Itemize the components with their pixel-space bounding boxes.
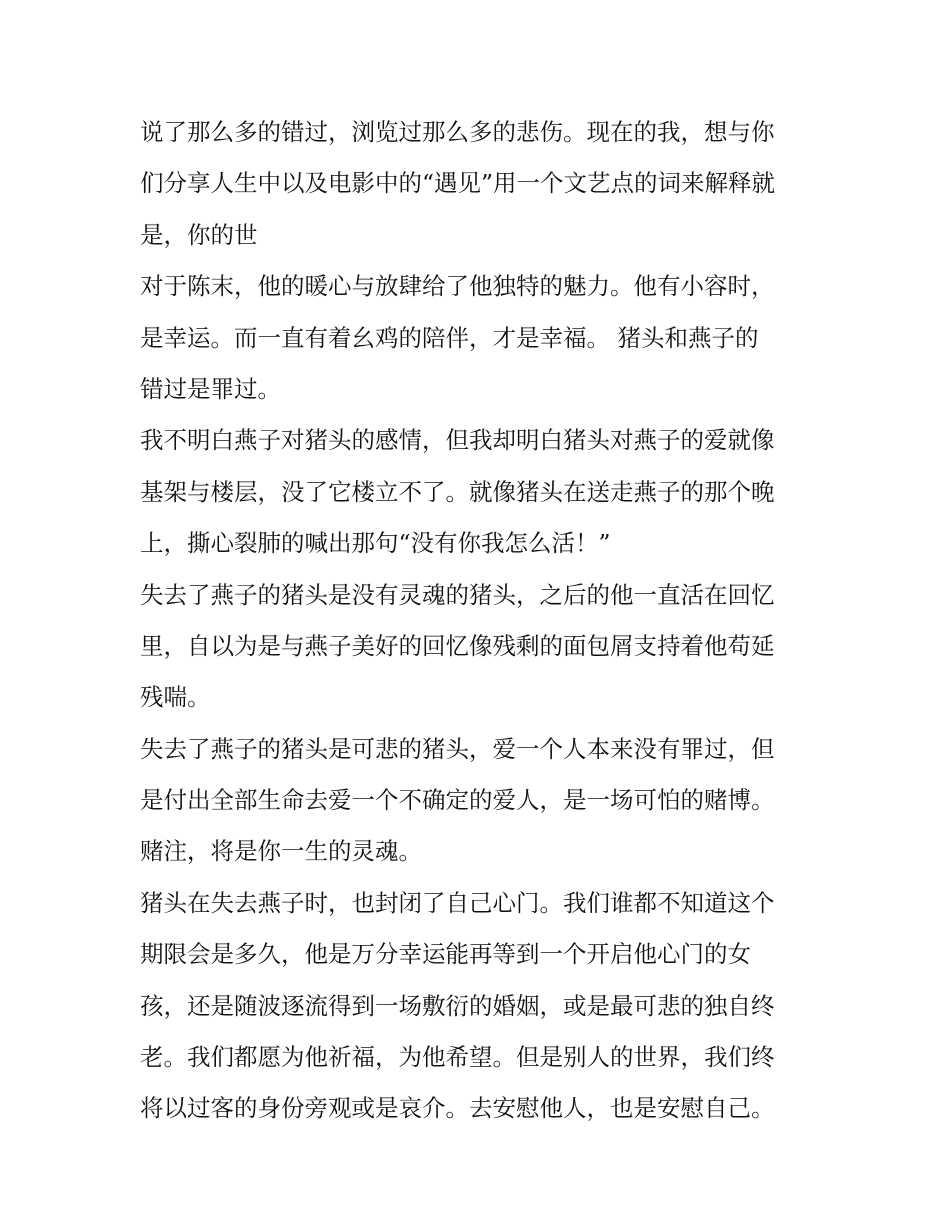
text-line: 是，你的世 <box>140 220 258 249</box>
text-line: 是幸运。而一直有着幺鸡的陪伴，才是幸福。 猪头和燕子的 <box>140 323 759 352</box>
text-line: 们分享人生中以及电影中的“遇见”用一个文艺点的词来解释就 <box>140 169 776 198</box>
text-line: 残喘。 <box>140 683 211 712</box>
text-line: 将以过客的身份旁观或是哀介。去安慰他人，也是安慰自己。 <box>140 1094 775 1123</box>
text-line: 错过是罪过。 <box>140 374 281 403</box>
body-text <box>140 107 820 1135</box>
text-line: 猪头在失去燕子时，也封闭了自己心门。我们谁都不知道这个 <box>140 888 775 917</box>
text-line: 说了那么多的错过，浏览过那么多的悲伤。现在的我，想与你 <box>140 118 775 146</box>
text-line: 孩，还是随波逐流得到一场敷衍的婚姻，或是最可悲的独自终 <box>140 991 775 1020</box>
text-line: 我不明白燕子对猪头的感情，但我却明白猪头对燕子的爱就像 <box>140 426 775 455</box>
text-line: 失去了燕子的猪头是没有灵魂的猪头，之后的他一直活在回忆 <box>140 580 775 609</box>
text-line: 上，撕心裂肺的喊出那句“没有你我怎么活！” <box>140 529 611 558</box>
text-line: 里，自以为是与燕子美好的回忆像残剩的面包屑支持着他苟延 <box>140 631 775 660</box>
text-line: 是付出全部生命去爱一个不确定的爱人，是一场可怕的赌博。 <box>140 786 775 815</box>
text-line: 对于陈末，他的暖心与放肆给了他独特的魅力。他有小容时， <box>140 272 775 301</box>
text-line: 赌注，将是你一生的灵魂。 <box>140 837 422 866</box>
text-line: 失去了燕子的猪头是可悲的猪头，爱一个人本来没有罪过，但 <box>140 734 775 763</box>
text-line: 期限会是多久，他是万分幸运能再等到一个开启他心门的女 <box>140 940 751 969</box>
text-line: 基架与楼层，没了它楼立不了。就像猪头在送走燕子的那个晚 <box>140 477 775 506</box>
text-line: 老。我们都愿为他祈福，为他希望。但是别人的世界，我们终 <box>140 1043 775 1072</box>
